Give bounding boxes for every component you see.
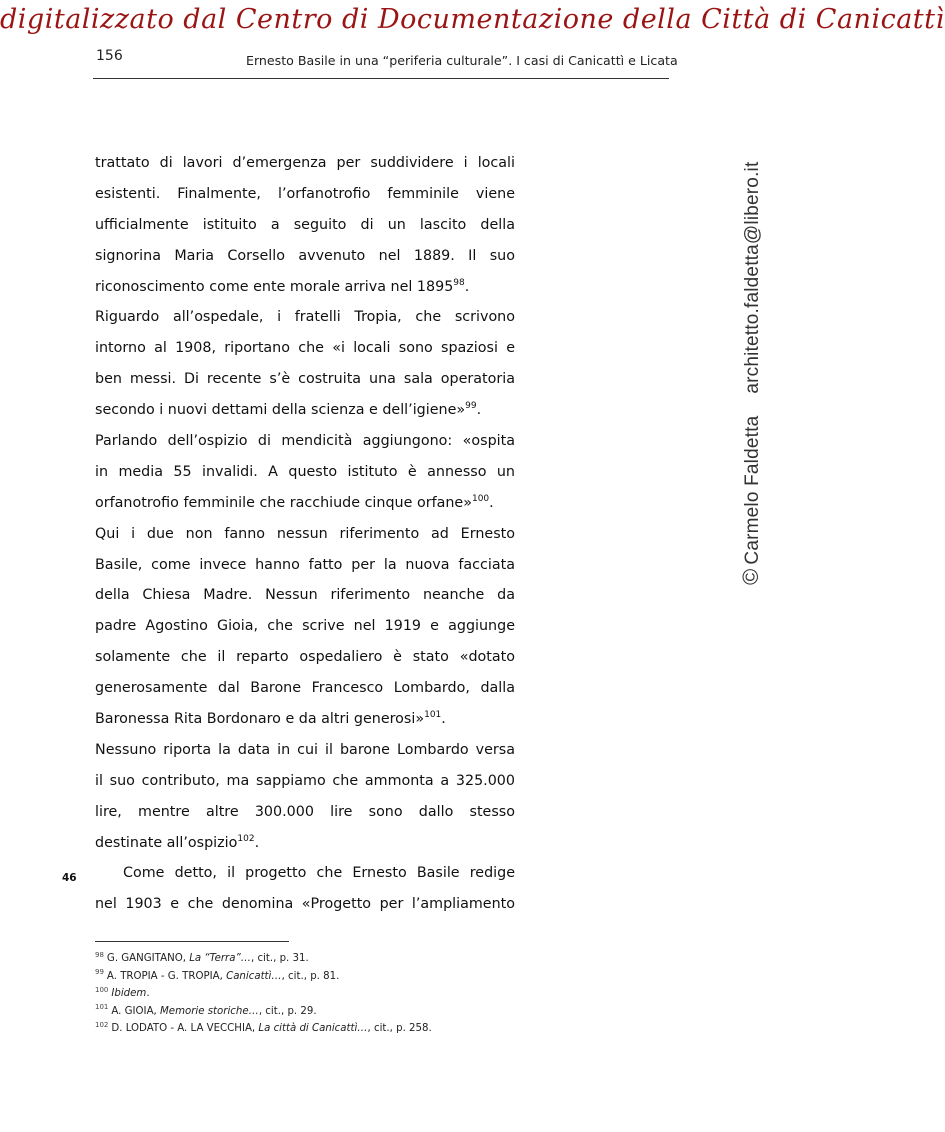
body-line: lire, mentre altre 300.000 lire sono dallo stesso (95, 803, 515, 820)
header-rule (93, 78, 669, 79)
body-line: Parlando dell’ospizio di mendicità aggiungono: «ospita (95, 433, 515, 450)
body-line: Baronessa Rita Bordonaro e da altri generosi»$^{101}$. (95, 710, 446, 728)
footnote: $^{98}$ G. GANGITANO, La “Terra”…, cit., p. 31. (95, 950, 309, 964)
body-line: solamente che il reparto ospedaliero è stato «dotato (95, 649, 515, 666)
body-line: ben messi. Di recente s’è costruita una sala operatoria (95, 371, 515, 388)
footnote-ref: 102 (237, 833, 255, 844)
footnote: $^{99}$ A. TROPIA - G. TROPIA, Canicattì…, cit., p. 81. (95, 968, 340, 982)
page-number: 156 (96, 48, 123, 64)
copyright-icon: © (738, 568, 763, 585)
body-line: generosamente dal Barone Francesco Lombardo, dalla (95, 680, 515, 697)
body-line: signorina Maria Corsello avvenuto nel 1889. Il suo (95, 247, 515, 264)
body-line: Come detto, il progetto che Ernesto Basile redige (123, 865, 515, 882)
body-line: intorno al 1908, riportano che «i locali sono spaziosi e (95, 340, 515, 357)
footnotes (95, 950, 555, 1038)
body-line: destinate all’ospizio$^{102}$. (95, 833, 260, 851)
body-line: Nessuno riporta la data in cui il barone Lombardo versa (95, 741, 515, 758)
body-line: Basile, come invece hanno fatto per la nuova facciata (95, 556, 515, 573)
footnote: $^{101}$ A. GIOIA, Memorie storiche…, cit., p. 29. (95, 1003, 317, 1017)
footnote-ref: 98 (453, 277, 465, 288)
footnote: $^{100}$ Ibidem. (95, 985, 150, 999)
body-line: Qui i due non fanno nessun riferimento ad Ernesto (95, 525, 515, 542)
body-line: della Chiesa Madre. Nessun riferimento neanche da (95, 587, 515, 604)
side-credit (738, 162, 764, 585)
body-line: orfanotrofio femminile che racchiude cinque orfane»$^{100}$. (95, 494, 494, 511)
credit-email: architetto.faldetta@libero.it (742, 161, 763, 394)
footnote-ref: 99 (465, 401, 477, 412)
footnote-ref: 100 (471, 494, 490, 505)
body-line: il suo contributo, ma sappiamo che ammonta a 325.000 (95, 772, 515, 789)
footnote-ref: 101 (424, 710, 442, 721)
digitization-watermark: digitalizzato dal Centro di Documentazione della Città di Canicattì (0, 4, 945, 35)
body-line: nel 1903 e che denomina «Progetto per l’ampliamento (95, 896, 515, 913)
footnote: $^{102}$ D. LODATO - A. LA VECCHIA, La città di Canicattì…, cit., p. 258. (95, 1020, 432, 1034)
body-text (95, 148, 515, 920)
body-line: padre Agostino Gioia, che scrive nel 1919 e aggiunge (95, 618, 515, 635)
margin-number: 46 (62, 872, 77, 884)
body-line: ufficialmente istituito a seguito di un lascito della (95, 216, 515, 233)
body-line: esistenti. Finalmente, l’orfanotrofio femminile viene (95, 185, 515, 202)
running-title: Ernesto Basile in una “periferia culturale”. I casi di Canicattì e Licata (246, 53, 678, 68)
body-line: Riguardo all’ospedale, i fratelli Tropia, che scrivono (95, 309, 515, 326)
footnote-rule (95, 941, 289, 942)
body-line: secondo i nuovi dettami della scienza e dell’igiene»$^{99}$. (95, 401, 482, 419)
body-line: trattato di lavori d’emergenza per suddividere i locali (95, 155, 515, 171)
body-line: in media 55 invalidi. A questo istituto è annesso un (95, 463, 515, 480)
body-line: riconoscimento come ente morale arriva nel 1895$^{98}$. (95, 277, 470, 295)
credit-author: Carmelo Faldetta (742, 415, 763, 565)
